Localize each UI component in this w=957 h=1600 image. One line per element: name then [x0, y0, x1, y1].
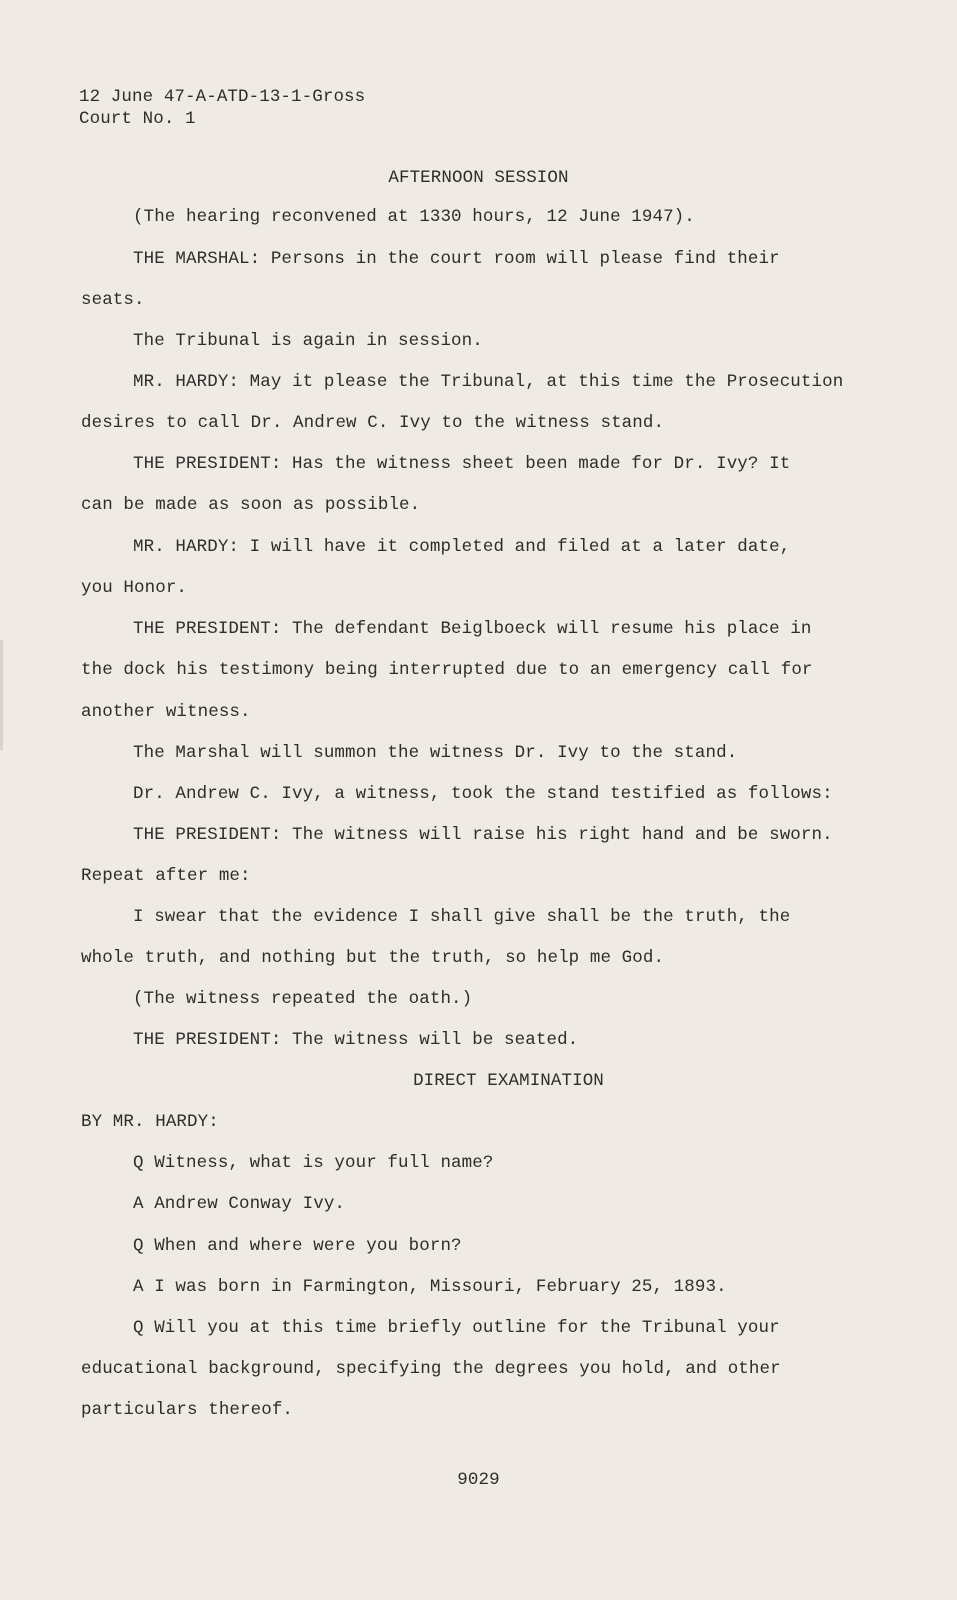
qa-line: particulars thereof. — [81, 1400, 294, 1420]
paragraph-line: can be made as soon as possible. — [81, 495, 421, 515]
exam-by: BY MR. HARDY: — [81, 1112, 219, 1132]
page-edge-mark — [0, 640, 3, 750]
exam-title: DIRECT EXAMINATION — [413, 1071, 604, 1091]
paragraph-line: The Tribunal is again in session. — [133, 331, 483, 351]
header-reference: 12 June 47-A-ATD-13-1-Gross — [79, 87, 366, 107]
paragraph-line: MR. HARDY: I will have it completed and filed at a later date, — [133, 537, 791, 557]
session-title: AFTERNOON SESSION — [388, 168, 569, 188]
qa-line: Q Witness, what is your full name? — [133, 1153, 494, 1173]
paragraph-line: Repeat after me: — [81, 866, 251, 886]
qa-line: Q When and where were you born? — [133, 1236, 462, 1256]
paragraph-line: whole truth, and nothing but the truth, so help me God. — [81, 948, 665, 968]
paragraph-line: The Marshal will summon the witness Dr. Ivy to the stand. — [133, 743, 738, 763]
qa-line: A I was born in Farmington, Missouri, February 25, 1893. — [133, 1277, 727, 1297]
qa-line: educational background, specifying the degrees you hold, and other — [81, 1359, 781, 1379]
header-court: Court No. 1 — [79, 109, 196, 129]
paragraph-line: (The witness repeated the oath.) — [133, 989, 473, 1009]
paragraph-line: (The hearing reconvened at 1330 hours, 12 June 1947). — [133, 207, 695, 227]
paragraph-line: desires to call Dr. Andrew C. Ivy to the witness stand. — [81, 413, 665, 433]
paragraph-line: THE PRESIDENT: The witness will be seated. — [133, 1030, 579, 1050]
document-header — [79, 86, 365, 130]
paragraph-line: you Honor. — [81, 578, 188, 598]
paragraph-line: THE MARSHAL: Persons in the court room will please find their — [133, 249, 780, 269]
paragraph-line: seats. — [81, 290, 145, 310]
paragraph-line: the dock his testimony being interrupted due to an emergency call for — [81, 660, 813, 680]
paragraph-line: THE PRESIDENT: The witness will raise his right hand and be sworn. — [133, 825, 833, 845]
paragraph-line: THE PRESIDENT: The defendant Beiglboeck will resume his place in — [133, 619, 812, 639]
page-number: 9029 — [457, 1470, 500, 1490]
paragraph-line: Dr. Andrew C. Ivy, a witness, took the stand testified as follows: — [133, 784, 833, 804]
paragraph-line: MR. HARDY: May it please the Tribunal, at this time the Prosecution — [133, 372, 844, 392]
qa-line: A Andrew Conway Ivy. — [133, 1194, 346, 1214]
paragraph-line: another witness. — [81, 702, 251, 722]
paragraph-line: I swear that the evidence I shall give shall be the truth, the — [133, 907, 791, 927]
qa-line: Q Will you at this time briefly outline for the Tribunal your — [133, 1318, 780, 1338]
paragraph-line: THE PRESIDENT: Has the witness sheet been made for Dr. Ivy? It — [133, 454, 791, 474]
